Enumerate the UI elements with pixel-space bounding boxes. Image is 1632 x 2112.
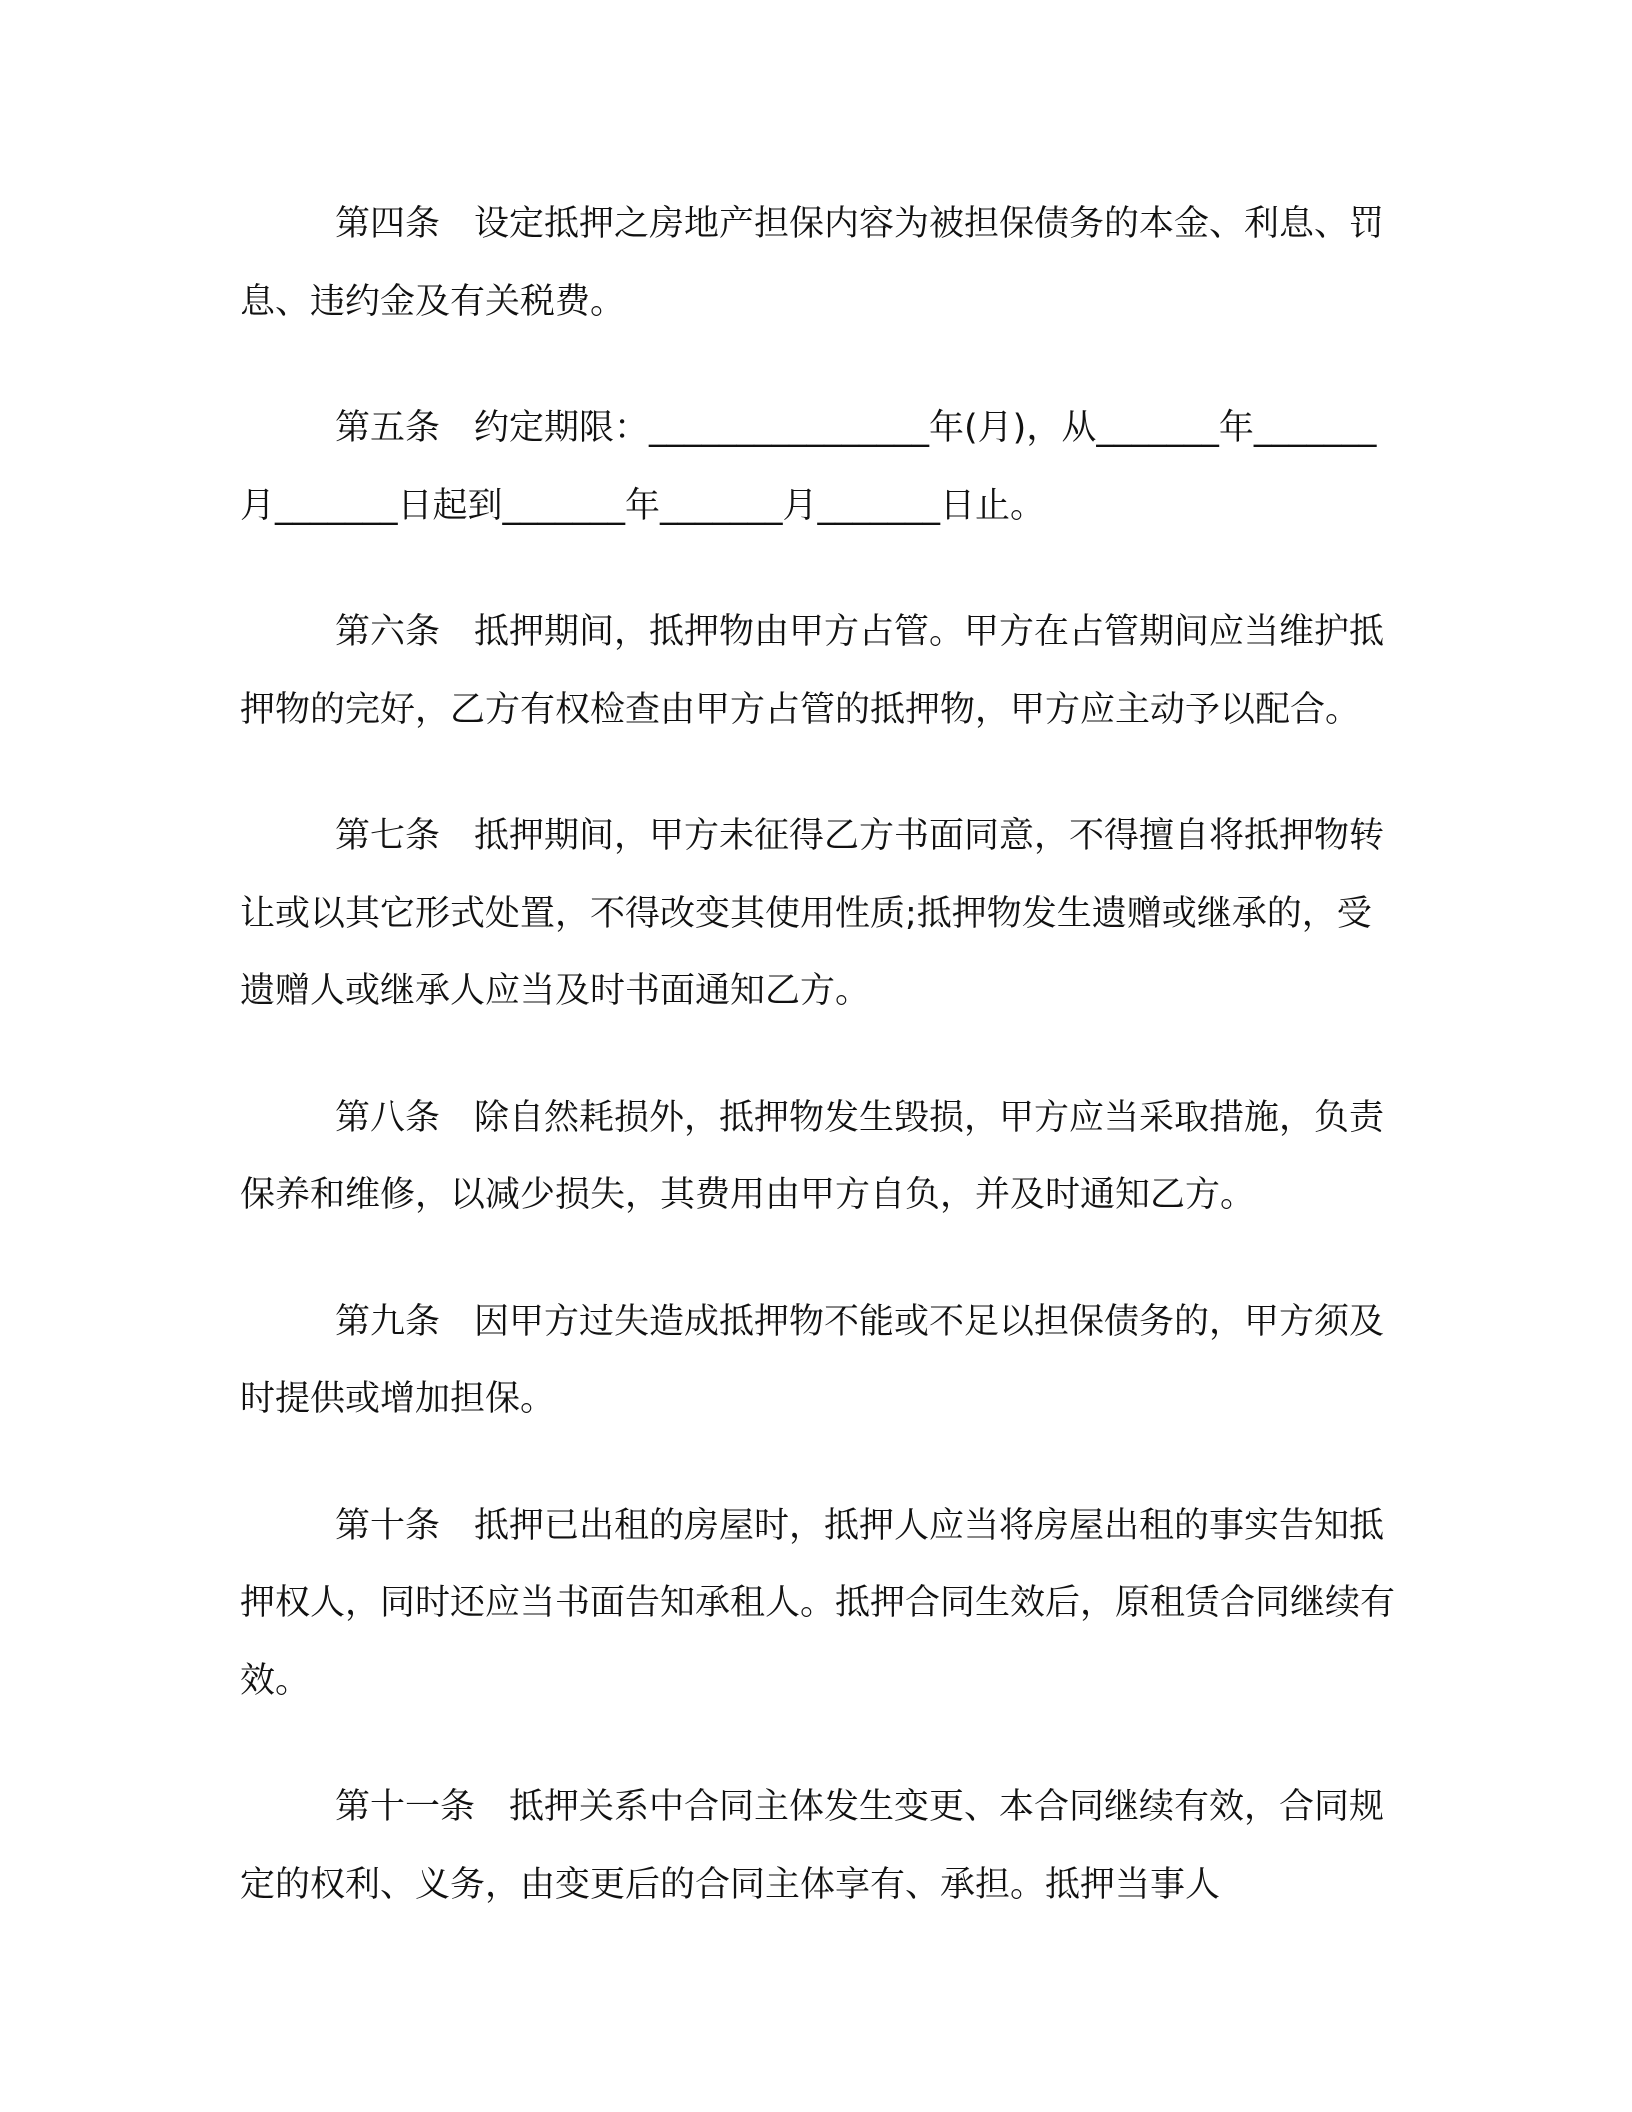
article-text: 抵押期间，甲方未征得乙方书面同意，不得擅自将抵押物转让或以其它形式处置，不得改变其使用性质;抵押物发生遗赠或继承的，受遗赠人或继承人应当及时书面通知乙方。 xyxy=(240,816,1385,1011)
article-label: 第七条 xyxy=(335,816,441,856)
article-text: 抵押期间，抵押物由甲方占管。甲方在占管期间应当维护抵押物的完好，乙方有权检查由甲方占管的抵押物，甲方应主动予以配合。 xyxy=(240,612,1385,730)
article-6 xyxy=(240,594,1400,749)
article-label: 第十一条 xyxy=(335,1787,476,1827)
article-text: 约定期限：________________年(月)，从_______年_______月_______日起到_______年_______月_______日止。 xyxy=(240,408,1377,526)
article-label: 第四条 xyxy=(335,204,441,244)
article-text: 设定抵押之房地产担保内容为被担保债务的本金、利息、罚息、违约金及有关税费。 xyxy=(240,204,1385,322)
article-label: 第九条 xyxy=(335,1301,441,1342)
article-label: 第五条 xyxy=(335,408,441,448)
article-text: 因甲方过失造成抵押物不能或不足以担保债务的，甲方须及时提供或增加担保。 xyxy=(240,1301,1385,1419)
article-label: 第六条 xyxy=(335,612,441,652)
article-7 xyxy=(240,798,1400,1031)
article-11 xyxy=(240,1769,1400,1924)
article-text: 抵押关系中合同主体发生变更、本合同继续有效，合同规定的权利、义务，由变更后的合同主体享有、承担。抵押当事人 xyxy=(240,1787,1385,1905)
article-text: 除自然耗损外，抵押物发生毁损，甲方应当采取措施，负责保养和维修，以减少损失，其费用由甲方自负，并及时通知乙方。 xyxy=(240,1097,1385,1215)
article-8 xyxy=(240,1080,1400,1235)
article-text: 抵押已出租的房屋时，抵押人应当将房屋出租的事实告知抵押权人，同时还应当书面告知承租人。抵押合同生效后，原租赁合同继续有效。 xyxy=(240,1505,1396,1701)
article-9 xyxy=(240,1284,1400,1439)
contract-text xyxy=(240,186,1400,1973)
article-5 xyxy=(240,390,1400,545)
article-label: 第八条 xyxy=(335,1097,441,1138)
article-10 xyxy=(240,1488,1400,1721)
article-label: 第十条 xyxy=(335,1505,441,1546)
article-4 xyxy=(240,186,1400,341)
